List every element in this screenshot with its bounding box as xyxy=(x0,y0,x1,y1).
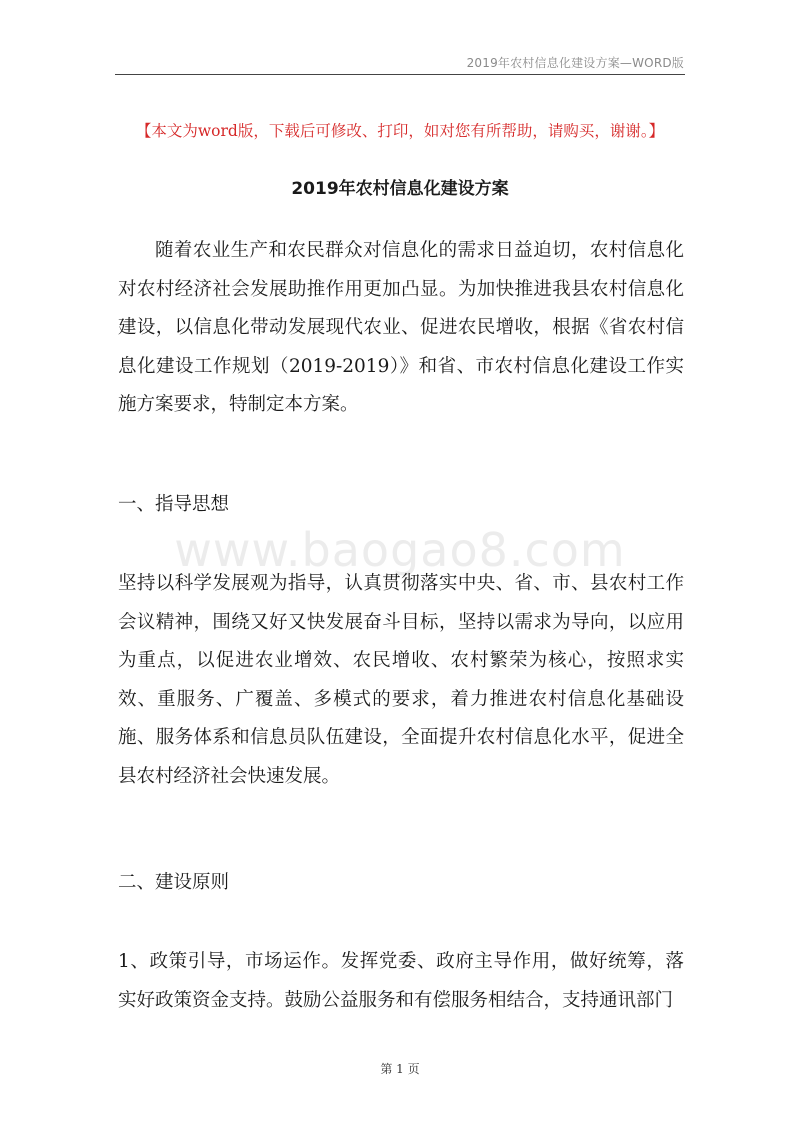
watermark: www.baogao8.com xyxy=(174,523,626,577)
download-notice: 【本文为word版，下载后可修改、打印，如对您有所帮助，请购买，谢谢。】 xyxy=(135,122,665,140)
page-number: 第 1 页 xyxy=(380,1062,420,1076)
header-divider xyxy=(115,74,685,75)
construction-principles-paragraph: 1、政策引导，市场运作。发挥党委、政府主导作用，做好统筹，落实好政策资金支持。鼓励公益服务和有偿服务相结合，支持通讯部门 xyxy=(118,951,684,1011)
guiding-ideology-paragraph: 坚持以科学发展观为指导，认真贯彻落实中央、省、市、县农村工作会议精神，围绕又好又快发展奋斗目标，坚持以需求为导向，以应用为重点，以促进农业增效、农民增收、农村繁荣为核心，按照求实效、重服务、广覆盖、多模式的要求，着力推进农村信息化基础设施、服务体系和信息员队伍建设，全面提升农村信息化水平，促进全县农村经济社会快速发展。 xyxy=(118,573,684,787)
document-title: 2019年农村信息化建设方案 xyxy=(291,179,509,199)
section-heading-construction-principles: 二、建设原则 xyxy=(118,872,230,893)
running-header: 2019年农村信息化建设方案—WORD版 xyxy=(466,56,684,70)
intro-paragraph: 随着农业生产和农民群众对信息化的需求日益迫切，农村信息化对农村经济社会发展助推作用更加凸显。为加快推进我县农村信息化建设，以信息化带动发展现代农业、促进农民增收，根据《省农村信息化建设工作规划（2019-2019）》和省、市农村信息化建设工作实施方案要求，特制定本方案。 xyxy=(118,240,684,415)
section-heading-guiding-ideology: 一、指导思想 xyxy=(118,494,230,515)
